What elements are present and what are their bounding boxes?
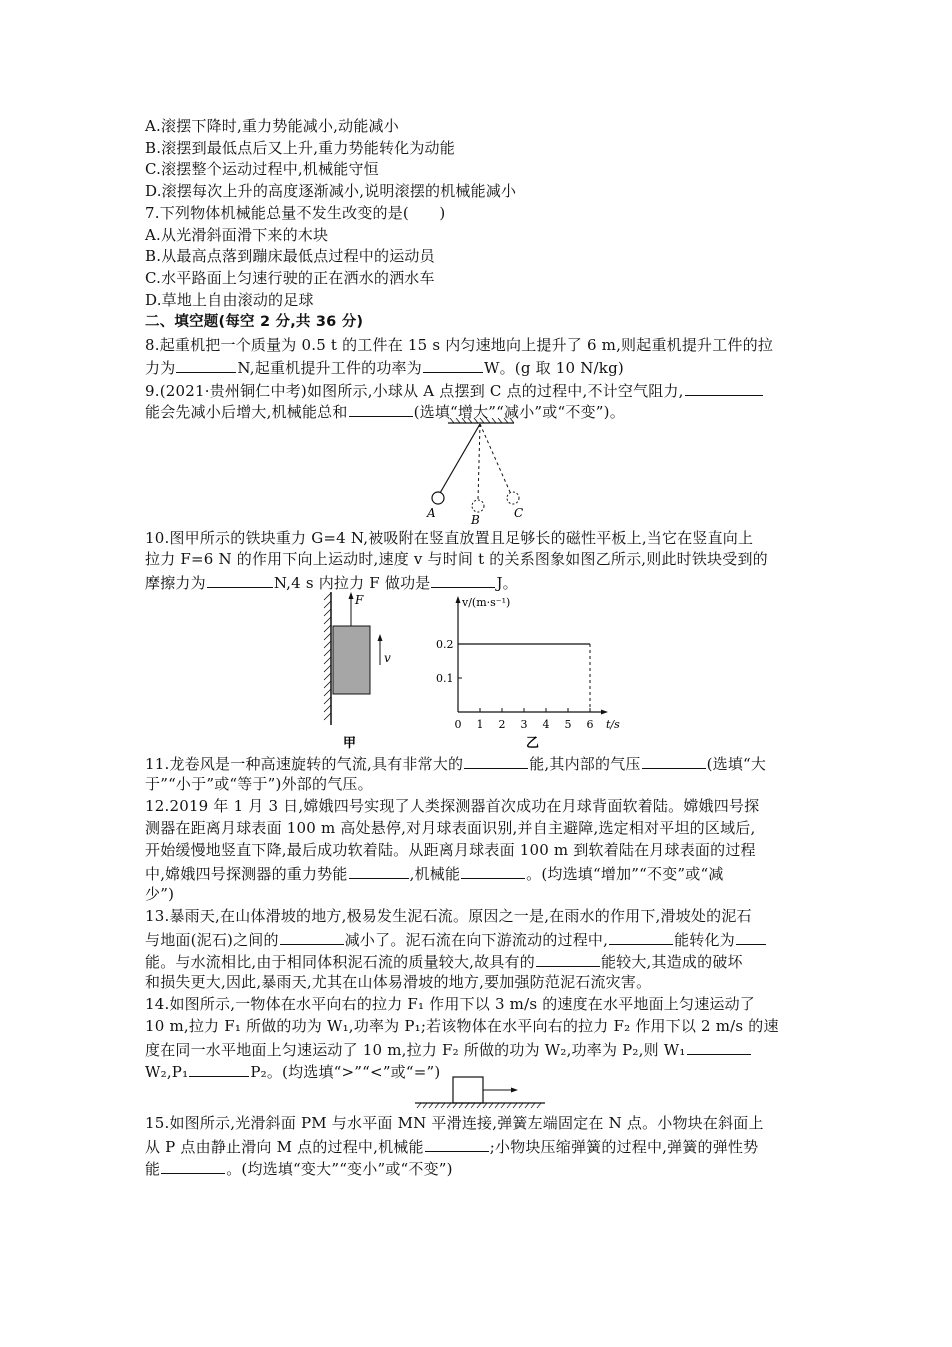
q14-line-4 (145, 1060, 440, 1083)
q13-line-1: 13.暴雨天,在山体滑坡的地方,极易发生泥石流。原因之一是,在雨水的作用下,滑坡处的泥石 (145, 907, 752, 925)
q15-blank-1[interactable] (425, 1135, 489, 1152)
q8-line-1: 8.起重机把一个质量为 0.5 t 的工件在 15 s 内匀速地向上提升了 6 m,则起重机提升工件的拉 (145, 336, 774, 354)
q9-text: 能会先减小后增大,机械能总和 (145, 403, 348, 421)
q9-blank-1[interactable] (685, 379, 763, 396)
q8-blank-2[interactable] (423, 356, 483, 373)
q11-text: 能,其内部的气压 (529, 755, 641, 773)
x-tick-label: 0 (454, 718, 462, 731)
q14-blank-2[interactable] (189, 1060, 249, 1077)
q8-line-2 (145, 356, 624, 379)
caption-jia: 甲 (343, 736, 357, 751)
q11-text: (选填“大 (706, 755, 767, 773)
q8-text: W。(g 取 10 N/kg) (483, 359, 624, 377)
q15-line-3 (145, 1157, 453, 1180)
label-c: C (514, 506, 524, 520)
q8-text: N,起重机提升工件的功率为 (237, 359, 422, 377)
q13-blank-1[interactable] (280, 928, 344, 945)
section-heading: 二、填空题(每空 2 分,共 36 分) (145, 314, 364, 330)
q6-option-d: D.滚摆每次上升的高度逐渐减小,说明滚摆的机械能减小 (145, 182, 517, 200)
q7-option-d: D.草地上自由滚动的足球 (145, 291, 314, 309)
q14-blank-1[interactable] (687, 1038, 751, 1055)
q6-option-b: B.滚摆到最低点后又上升,重力势能转化为动能 (145, 139, 455, 157)
q12-line-1: 12.2019 年 1 月 3 日,嫦娥四号实现了人类探测器首次成功在月球背面软着陆。嫦娥四号探 (145, 797, 760, 815)
y-axis-label: v/(m·s⁻¹) (462, 596, 511, 609)
pendulum-string-a (440, 424, 480, 493)
q10-line-2: 拉力 F=6 N 的作用下向上运动时,速度 v 与时间 t 的关系图象如图乙所示,则此时铁块受到的 (145, 550, 768, 568)
q14-line-1: 14.如图所示,一物体在水平向右的拉力 F₁ 作用下以 3 m/s 的速度在水平地面上匀速运动了 (145, 995, 756, 1013)
pendulum-ball-b (472, 500, 484, 512)
q8-blank-1[interactable] (176, 356, 236, 373)
q13-text: 与地面(泥石)之间的 (145, 931, 279, 949)
q11-line-2: 于”“小于”或“等于”)外部的气压。 (145, 775, 373, 793)
q12-text: ,机械能 (409, 865, 461, 883)
pendulum-figure (420, 418, 540, 528)
q7-stem: 7.下列物体机械能总量不发生改变的是( ) (145, 204, 446, 222)
q15-text: 能 (145, 1160, 161, 1178)
q13-blank-3[interactable] (736, 928, 766, 945)
q15-text: 从 P 点由静止滑向 M 点的过程中,机械能 (145, 1138, 424, 1156)
x-axis-arrow (601, 710, 608, 715)
pendulum-string-b (478, 424, 480, 500)
q10-text: J。 (496, 574, 518, 592)
q6-option-c: C.滚摆整个运动过程中,机械能守恒 (145, 160, 379, 178)
q9-blank-2[interactable] (349, 400, 413, 417)
q13-blank-2[interactable] (609, 928, 673, 945)
x-tick-label: 3 (520, 718, 528, 731)
q15-blank-2[interactable] (161, 1157, 225, 1174)
force-label-f: F (355, 593, 364, 607)
q9-line-1 (145, 379, 764, 402)
q7-option-c: C.水平路面上匀速行驶的正在洒水的洒水车 (145, 269, 435, 287)
caption-yi: 乙 (526, 736, 540, 751)
q15-text: ;小物块压缩弹簧的过程中,弹簧的弹性势 (489, 1138, 759, 1156)
q7-option-b: B.从最高点落到蹦床最低点过程中的运动员 (145, 247, 435, 265)
q15-text: 。(均选填“变大”“变小”或“不变”) (226, 1160, 453, 1178)
q11-blank-1[interactable] (464, 752, 528, 769)
q12-line-2: 测器在距离月球表面 100 m 高处悬停,对月球表面识别,并自主避障,选定相对平坦的区域后, (145, 819, 756, 837)
x-axis-label: t/s (606, 718, 620, 731)
block-figure (405, 1075, 555, 1113)
q14-text: 度在同一水平地面上匀速运动了 10 m,拉力 F₂ 所做的功为 W₂,功率为 P₂,则 W₁ (145, 1041, 686, 1059)
x-tick-label: 1 (476, 718, 484, 731)
q9-text: (选填“增大”“减小”或“不变”)。 (413, 403, 625, 421)
velocity-label-v: v (384, 651, 391, 665)
q7-option-a: A.从光滑斜面滑下来的木块 (145, 226, 329, 244)
q12-blank-2[interactable] (461, 862, 525, 879)
q13-text: 能较大,其造成的破坏 (600, 953, 743, 971)
x-tick-label: 5 (564, 718, 572, 731)
q14-line-3 (145, 1038, 752, 1061)
q13-text: 能。与水流相比,由于相同体积泥石流的质量较大,故具有的 (145, 953, 535, 971)
iron-block (333, 626, 370, 694)
q12-blank-1[interactable] (349, 862, 409, 879)
x-tick-label: 4 (542, 718, 550, 731)
q12-line-5: 少”) (145, 885, 175, 903)
q8-text: 力为 (145, 359, 176, 377)
pendulum-ball-a (432, 492, 444, 504)
q11-line-1 (145, 752, 766, 775)
q13-line-2 (145, 928, 767, 951)
q13-line-4: 和损失更大,因此,暴雨天,尤其在山体易滑坡的地方,要加强防范泥石流灾害。 (145, 973, 652, 991)
q13-text: 能转化为 (674, 931, 735, 949)
figure-yi-chart (430, 590, 640, 755)
y-axis-arrow (456, 596, 461, 603)
q10-text: N,4 s 内拉力 F 做功是 (273, 574, 431, 592)
q10-blank-2[interactable] (431, 571, 495, 588)
q10-blank-1[interactable] (207, 571, 273, 588)
q6-option-a: A.滚摆下降时,重力势能减小,动能减小 (145, 117, 399, 135)
y-tick-label: 0.1 (436, 672, 454, 685)
q9-line-2 (145, 400, 625, 423)
q9-text: 9.(2021·贵州铜仁中考)如图所示,小球从 A 点摆到 C 点的过程中,不计空气阻力, (145, 382, 684, 400)
x-tick-label: 6 (586, 718, 594, 731)
q11-text: 11.龙卷风是一种高速旋转的气流,具有非常大的 (145, 755, 464, 773)
q13-blank-4[interactable] (536, 950, 600, 967)
q14-text: W₂,P₁ (145, 1063, 189, 1081)
label-b: B (471, 513, 480, 527)
q14-text: P₂。(均选填“>”“<”或“=”) (250, 1063, 441, 1081)
q15-line-2 (145, 1135, 758, 1158)
q15-line-1: 15.如图所示,光滑斜面 PM 与水平面 MN 平滑连接,弹簧左端固定在 N 点。小物块在斜面上 (145, 1114, 764, 1132)
q11-blank-2[interactable] (642, 752, 706, 769)
block (453, 1077, 483, 1103)
q12-text: 。(均选填“增加”“不变”或“减 (526, 865, 724, 883)
figure-jia (318, 590, 398, 755)
y-tick-label: 0.2 (436, 638, 454, 651)
pendulum-string-c (480, 424, 510, 492)
pendulum-ball-c (507, 492, 519, 504)
q10-text: 摩擦力为 (145, 574, 206, 592)
q12-text: 中,嫦娥四号探测器的重力势能 (145, 865, 348, 883)
x-tick-label: 2 (498, 718, 506, 731)
q12-line-3: 开始缓慢地竖直下降,最后成功软着陆。从距离月球表面 100 m 到软着陆在月球表面的过程 (145, 841, 756, 859)
q14-line-2: 10 m,拉力 F₁ 所做的功为 W₁,功率为 P₁;若该物体在水平向右的拉力 F₂ 作用下以 2 m/s 的速 (145, 1017, 779, 1035)
q13-text: 减小了。泥石流在向下游流动的过程中, (344, 931, 609, 949)
q10-line-1: 10.图甲所示的铁块重力 G=4 N,被吸附在竖直放置且足够长的磁性平板上,当它在竖直向上 (145, 529, 754, 547)
label-a: A (427, 506, 436, 520)
q13-line-3 (145, 950, 743, 973)
q12-line-4 (145, 862, 724, 885)
